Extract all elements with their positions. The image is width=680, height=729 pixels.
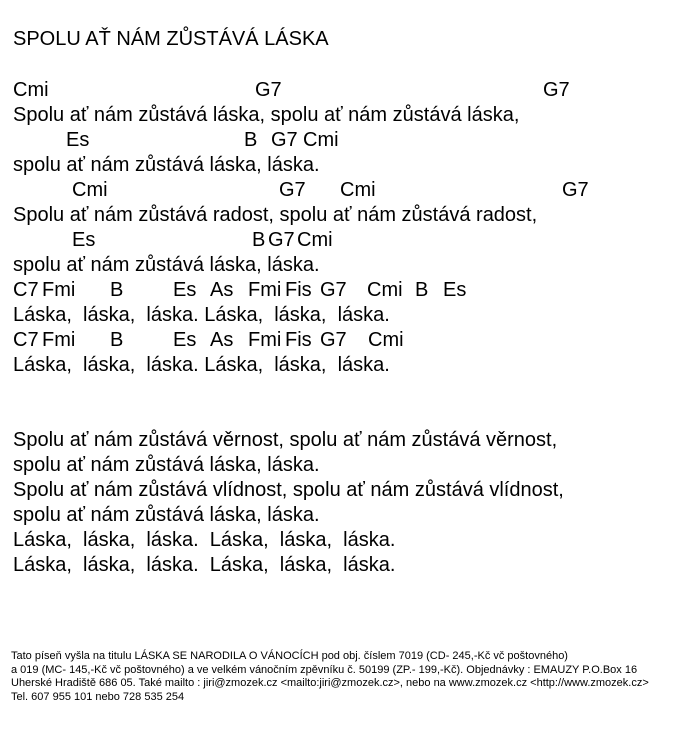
lyric-line: spolu ať nám zůstává láska, láska. [13, 454, 320, 476]
footer-note [11, 650, 676, 704]
chord: Cmi [303, 129, 339, 151]
chord: As [210, 279, 234, 301]
chord: Cmi [368, 329, 404, 351]
chord: Es [173, 279, 197, 301]
chord: G7 [320, 329, 347, 351]
chord: Cmi [72, 179, 108, 201]
lyric-line: Láska, láska, láska. Láska, láska, láska. [13, 304, 390, 326]
chord: As [210, 329, 234, 351]
footer-line: a 019 (MC- 145,-Kč vč poštovného) a ve velkém vánočním zpěvníku č. 50199 (ZP.- 199,-Kč). Objednávky : EMAUZY P.O.Box 16 [11, 663, 638, 676]
lyric-line: Láska, láska, láska. Láska, láska, láska. [13, 354, 390, 376]
blank-line [0, 378, 680, 403]
lyric-line: Láska, láska, láska. Láska, láska, láska. [13, 554, 396, 576]
chord: Cmi [297, 229, 333, 251]
chord: Es [443, 279, 467, 301]
chord: Cmi [367, 279, 403, 301]
chord: G7 [562, 179, 589, 201]
chord: Fis [285, 329, 312, 351]
lyric-line: Spolu ať nám zůstává radost, spolu ať nám zůstává radost, [13, 204, 538, 226]
lyric-line: spolu ať nám zůstává láska, láska. [13, 504, 320, 526]
chord: Fis [285, 279, 312, 301]
chord: G7 [271, 129, 298, 151]
chord: Es [173, 329, 197, 351]
chord: Cmi [13, 79, 49, 101]
chord: B [110, 279, 124, 301]
lyric-line: Spolu ať nám zůstává láska, spolu ať nám zůstává láska, [13, 104, 520, 126]
chord: C7 [13, 279, 39, 301]
chord: B [110, 329, 124, 351]
chord: Es [66, 129, 90, 151]
chord: Fmi [42, 279, 76, 301]
chord: G7 [543, 79, 570, 101]
chord: C7 [13, 329, 39, 351]
song-title: SPOLU AŤ NÁM ZŮSTÁVÁ LÁSKA [13, 28, 329, 50]
blank-line [0, 403, 680, 428]
footer-line: Tel. 607 955 101 nebo 728 535 254 [11, 690, 185, 703]
chord: B [415, 279, 429, 301]
chord: G7 [320, 279, 347, 301]
song-lines [0, 78, 680, 578]
chord-line [0, 228, 680, 253]
chord: B [244, 129, 258, 151]
chord: Cmi [340, 179, 376, 201]
lyric-line: Spolu ať nám zůstává věrnost, spolu ať nám zůstává věrnost, [13, 429, 558, 451]
chord: B [252, 229, 266, 251]
footer-line: Uherské Hradiště 686 05. Také mailto : jiri@zmozek.cz <mailto:jiri@zmozek.cz>, nebo na www.zmozek.cz <http://www.zmozek.cz> [11, 677, 649, 689]
chord: Fmi [42, 329, 76, 351]
chord: G7 [279, 179, 306, 201]
chord-line [0, 128, 680, 153]
chord-line [0, 178, 680, 203]
chord: Fmi [248, 279, 282, 301]
lyric-line: spolu ať nám zůstává láska, láska. [13, 254, 320, 276]
chord-line [0, 328, 680, 353]
chord: Es [72, 229, 96, 251]
chord-line [0, 278, 680, 303]
lyric-line: Spolu ať nám zůstává vlídnost, spolu ať nám zůstává vlídnost, [13, 479, 564, 501]
chord: G7 [255, 79, 282, 101]
chord: G7 [268, 229, 295, 251]
lyric-line: Láska, láska, láska. Láska, láska, láska. [13, 529, 396, 551]
lyric-line: spolu ať nám zůstává láska, láska. [13, 154, 320, 176]
footer-line: Tato píseň vyšla na titulu LÁSKA SE NARODILA O VÁNOCÍCH pod obj. číslem 7019 (CD- 245,-Kč vč poštovného) [11, 650, 568, 662]
chord-line [0, 78, 680, 103]
chord: Fmi [248, 329, 282, 351]
